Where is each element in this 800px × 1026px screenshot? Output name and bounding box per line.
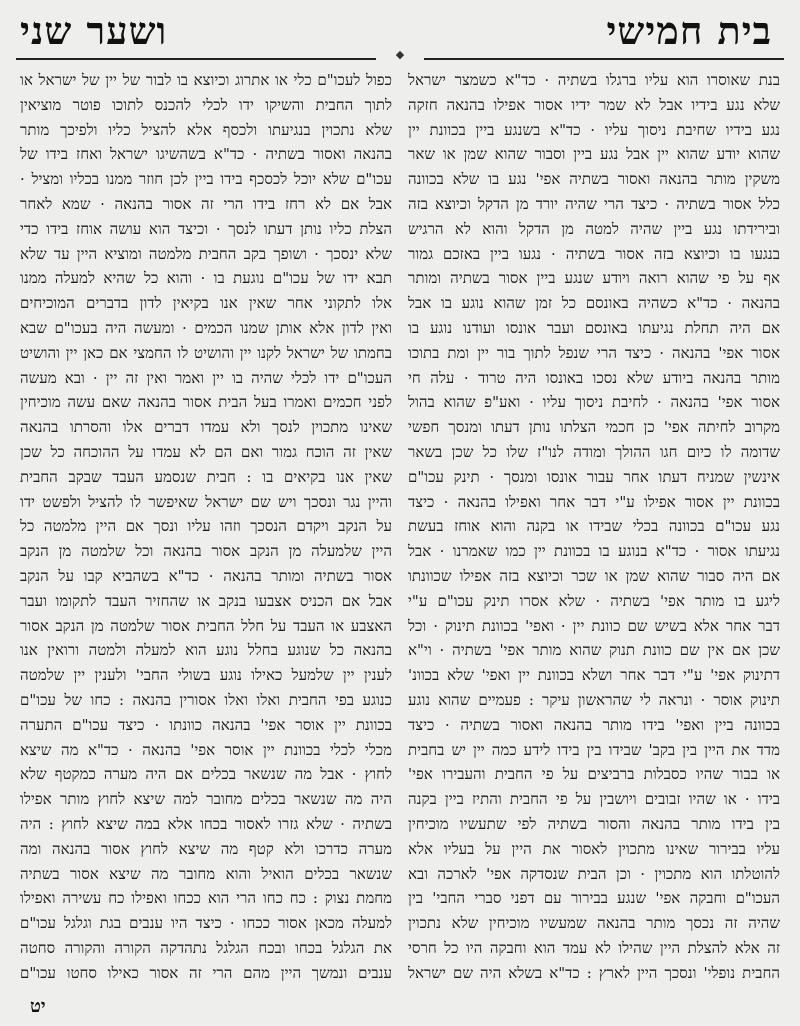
text-line: את הגלגל בכחו ובכח הגלגל נתהדקה הקורה והקורה סחטה [20, 938, 392, 957]
text-line: שלא נגע בידיו אבל לא שמר ידיו אסור אפילו בהנאה חזקה [408, 95, 780, 114]
text-line: למעלה מכאן אסור ככחו · כיצד היו ענבים בגת וגלגל עכו"ם [20, 914, 392, 933]
text-line: עליו בבירור שאינו מתכוין לאסור את היין על בעליו אלא [408, 839, 780, 858]
text-line: והיין נגר ונסכך ויש שם ישראל שאיפשר לו להציל ולפשט ידו [20, 492, 392, 511]
text-line: שכן אם אין שם כוונת תנוק שהוא מותר אפי' בשתיה · וי"א [408, 641, 780, 660]
text-line: מדד את היין בין בקב' שבידו בין בידו לידע כמה יין יש בחבית [408, 740, 780, 759]
text-line: שהוא יודע שהוא יין אבל נגע ביין וסבור שהוא שמן או שאר [408, 145, 780, 164]
text-line: על הנקב ויקדם הנסכך וזהו עליו ונסך אם היין מלמטה כל [20, 517, 392, 536]
text-line: אסור אפי' בהנאה · כיצד הרי שנפל לתוך בור יין ומת בתוכו [408, 343, 780, 362]
text-line [20, 985, 392, 988]
text-line: ליגע בו מותר אפי' בשתיה · שלא אסרו תינק עכו"ם ע"י [408, 591, 780, 610]
text-line: כפול לעכו"ם כלי או אתרוג וכיוצא בו לבור של יין של ישראל או [20, 71, 392, 89]
text-line: לחוץ · אבל מה שנשאר בכלים אם היה מערה כמקטף שלא [20, 765, 392, 784]
text-line: תבא ידו של עכו"ם נוגעת בו · והוא כל שהיא למעלה ממנו [20, 269, 392, 288]
text-line: מחמת נצוק : כח כחו הרי הוא ככחו ואפילו כח עשירה ואפילו [20, 889, 392, 908]
text-line: ואין לדון אלא אותן שמנו הכמים · ומעשה היה בעכו"ם שבא [20, 318, 392, 337]
text-line: בהנאה כל שנוגע בחלל נוגע הוא למעלה ולמטה ורואין אנו [20, 641, 392, 660]
text-line: העכו"ם ידו לכלי שהיה בו יין ואמר ואין זה יין · ובא מעשה [20, 368, 392, 387]
text-line: אסור אפי' בהנאה · לחיבת ניסוך עליו · ואע"פ שהוא בהול [408, 393, 780, 412]
text-line: בשתיה · שלא גזרו לאסור בכחו אלא במה שיצא לחוץ : היה [20, 814, 392, 833]
text-line: אבל אם לא רחז בידו הרי זה אסור בהנאה · שמא לאחר [20, 194, 392, 213]
page-number: יט [30, 996, 46, 1017]
text-line: החבית נופלי' ונסכך היין לארץ : כד"א בשלא היה שם ישראל [408, 963, 780, 982]
text-line: ובירידתו נגע ביין שהיה למטה מן הדקל והוא לא הרגיש [408, 219, 780, 238]
header-left-title: ושער שני [20, 8, 168, 53]
text-line: בכוונה ביין ואפי' בידו מותר בהנאה ואסור בשתיה · כיצד [408, 715, 780, 734]
text-line: או בבור שהיו כסבלות ברביצים על פי החבית והעבירו אפי' [408, 765, 780, 784]
text-line: בהנאה ואסור בשתיה · כד"א בשהשיגו ישראל ואחז בידו של [20, 145, 392, 164]
text-line: בין בידו מותר בהנאה והסור בשתיה לפי שתעשיו מוכיחין [408, 814, 780, 833]
text-line: שלא ינסכך · ושופך בקב החבית מלמטה ומוציא היין עד שלא [20, 244, 392, 263]
text-line: לפני חכמים ואמרו בעל הבית אסור בהנאה שאם עשה מוכיחין [20, 393, 392, 412]
text-line: נגע בידיו שחיבת ניסוך עליו · כד"א בשנגע ביין בכוונת יין [408, 120, 780, 139]
text-line: בכוונת יין אוסר אפי' בהנאה כוונתו · כיצד עכו"ם התערה [20, 715, 392, 734]
text-line: מערה כדרכו ולא קטף מה שיצא לחוץ אסור בהנאה ומה [20, 839, 392, 858]
text-line: תינוק אוסר · ונראה לי שהראשון עיקר : פעמיים שהוא נוגע [408, 690, 780, 709]
text-line: ענבים ונמשך היין מהם הרי זה אסור כאילו סחטו עכו"ם [20, 963, 392, 982]
text-line: שלא נתכוין בנגיעתו ולכסף אלא להציל כליו ולפיכך מותר [20, 120, 392, 139]
text-line: שאין זה הוכח גמור ואם הם לא עמדו על ההוכחה כל שכן [20, 442, 392, 461]
text-line: משקין מותר בהנאה ואסור בשתיה אפי' נגע בו שלא בכוונה [408, 170, 780, 189]
header-rule-left [16, 58, 376, 60]
left-text-column [20, 68, 392, 988]
right-column-lines [408, 68, 780, 988]
text-line: בנגעו בו וכיוצא בזה אסור בשתיה · נגעו ביין באזכם גמור [408, 244, 780, 263]
text-line: שאין אנו בקיאים בו : חבית שנסמע העבד שבקב החבית [20, 467, 392, 486]
text-line: אסור בשתיה ומותר בהנאה · כד"א בשהביא קבו על הנקב [20, 566, 392, 585]
header-ornament-icon: ◆ [395, 48, 405, 61]
text-line: שאינו מתכוין לנסך ולא עמדו דברים אלו והסרתו בהנאה [20, 418, 392, 437]
text-line: כנוגע בפי החבית ואלו ואלו אסורין בהנאה : כחו של עכו"ם [20, 690, 392, 709]
text-line: שדומה לו כיום חגו ההולך ומודה לנו"ז שלו כל שכן בשאר [408, 442, 780, 461]
text-line: בנת שאוסרו הוא עליו ברגלו בשתיה · כד"א כשמצר ישראל [408, 71, 780, 89]
text-line: כלל אסור בשתיה · כיצד הרי שהיה יורד מן הדקל וכיוצא בזה [408, 194, 780, 213]
text-line: היין שלמעלה מן הנקב אסור בהנאה וכל שלמטה מן הנקב [20, 542, 392, 561]
text-line: אבל אם הכניס אצבעו בנקב או שהחזיר העבד לתקומו ועבר [20, 591, 392, 610]
text-line [408, 985, 780, 988]
text-line: דבר אחר אלא בשיש שם כוונת יין · ואפי' בכוונת תינוק · וכל [408, 616, 780, 635]
text-line: לענין יין שלמעל כאילו נוגע בשולי החבי' ולענין יין שלמטה [20, 666, 392, 685]
text-line: אם היה תחלת נגיעתו באונסם ועבר אונסו ועודנו נוגע בו [408, 318, 780, 337]
text-line: אף על פי שהוא רואה ויודע שנגע ביין אסור בשתיה ומותר [408, 269, 780, 288]
text-line: זה אלא להצלת היין שהילו לא עמד הוא וחבקה היו כל חרסי [408, 938, 780, 957]
text-line: הצלת כליו נותן דעתו לנסך · וכיצד הוא עושה אוחז בידו כדי [20, 219, 392, 238]
text-line: להוטלתו הוא מתכוין · וכן הבית שנסדקה אפי' לארכה ובא [408, 864, 780, 883]
text-line: נגע עכו"ם בכוונה בכלי שבידו או בקנה והוא אוחז בעשת [408, 517, 780, 536]
text-line: האצבע או העבד על חלל החבית אסור שלמטה מן הנקב אסור [20, 616, 392, 635]
text-line: דתינוק אפי' ע"י דבר אחר ושלא בכוונת יין ואפי' שלא בכוונ' [408, 666, 780, 685]
text-line: בכוונת יין אסור אפילו ע"י דבר אחר ואפילו בהנאה · כיצד [408, 492, 780, 511]
text-line: שהיה זה נכסך מותר בהנאה שמעשיו מוכיחין שלא נתכוין [408, 914, 780, 933]
left-column-lines [20, 68, 392, 988]
text-line: אלו לתקוני אחר שאין אנו בקיאין לדון בדברים המוכיחים [20, 294, 392, 313]
text-line: בהנאה · כד"א כשהיה באונסם כל זמן שהוא נוגע בו אבל [408, 294, 780, 313]
text-line: לתוך החבית והשיקו ידו לכלי להכנס לתוכו פוטר מוציאין [20, 95, 392, 114]
text-line: אינשין שמניח דעתו אחר עבור אונסו ומנסך · תינק עכו"ם [408, 467, 780, 486]
header-right-title: בית חמישי [606, 8, 772, 53]
text-line: העכו"ם וחבקה אפי' שנגע בבירור עם דפני סברי החבי' בין [408, 889, 780, 908]
text-line: מקרוב לחיתה אפי' כן חכמי הצלתו נותן דעתו ומנסך חפשי [408, 418, 780, 437]
text-line: אם היה סבור שהוא שמן או שכר וכיוצא בזה אפילו שכוונתו [408, 566, 780, 585]
text-line: היה מה שנשאר בכלים מחובר למה שיצא לחוץ מותר אפילו [20, 790, 392, 809]
header-rule-right [424, 58, 784, 60]
right-text-column [408, 68, 780, 988]
text-line: בחמתו של ישראל לקנו יין והושיט לו החמצי אם כאן יין והושיט [20, 343, 392, 362]
text-line: עכו"ם שלא יוכל לכסכף בידו ביין לכן חוזר ממנו בכליו ומציל · [20, 170, 392, 189]
text-line: שנשאר בכלים הואיל והוא מחובר מה שיצא אסור בשתיה [20, 864, 392, 883]
text-line: מכלי לכלי בכוונת יין אוסר אפי' בהנאה · כד"א מה שיצא [20, 740, 392, 759]
text-line: בידו · או שהיו זבובים ויושבין על פי החבית והתיז ביין בקנה [408, 790, 780, 809]
text-line: נגיעתו אסור · כד"א בנוגע בו בכוונת יין כמו שאמרנו · אבל [408, 542, 780, 561]
text-line: מותר בהנאה ביודע שלא נסכו באונסו היה טרוד · עלה חי [408, 368, 780, 387]
